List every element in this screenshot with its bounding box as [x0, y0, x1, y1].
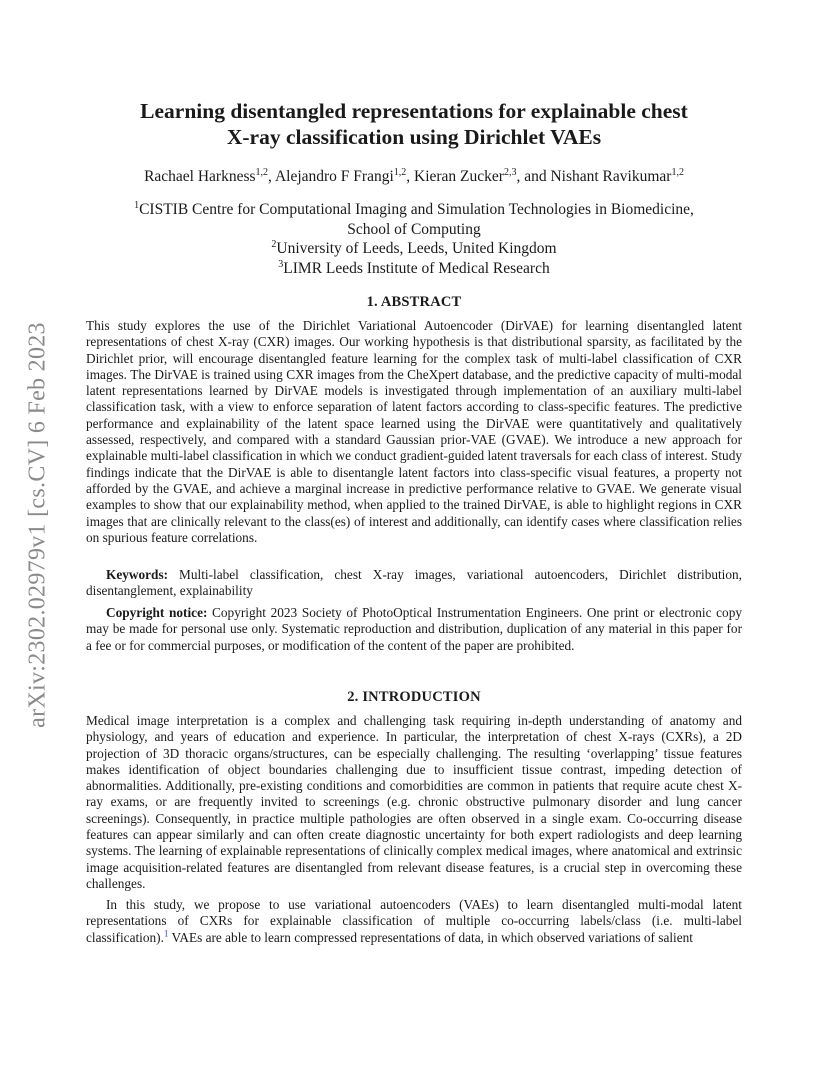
- introduction-paragraph-1: Medical image interpretation is a complex and challenging task requiring in-depth understanding of anatomy and physiology, and years of education and experience. In particular, the interpretation of chest X-rays (CXRs), a 2D projection of 3D thoracic organs/structures, can be especially challenging. The resulting ‘overlapping’ tissue features makes identification of object boundaries challenging due to insufficient tissue contrast, impeding detection of abnormalities. Additionally, pre-existing conditions and comorbidities are common in patients that require acute chest X-ray exams, or are frequently invited to screenings (e.g. chronic obstructive pulmonary disorder and lung cancer screenings). Consequently, in practice multiple pathologies are often observed in a single exam. Co-occurring disease features can appear similarly and can often create diagnostic uncertainty for both expert radiologists and deep learning systems. The learning of explainable representations of clinically complex medical images, where anatomical and extrinsic image acquisition-related features are disentangled from relevant disease features, is a crucial step in overcoming these challenges.: [86, 713, 742, 891]
- author-name: Nishant Ravikumar: [550, 168, 672, 185]
- author-separator: ,: [406, 168, 415, 185]
- title-line-1: Learning disentangled representations for explainable chest: [140, 99, 688, 123]
- affiliation-sup: 2: [271, 238, 277, 250]
- author-separator: , and: [516, 168, 551, 185]
- author-name: Kieran Zucker: [414, 168, 504, 185]
- copyright-paragraph: [86, 605, 742, 654]
- title-line-2: X-ray classification using Dirichlet VAEs: [226, 125, 602, 149]
- copyright-label: Copyright notice:: [106, 605, 208, 620]
- author-affiliation-sup: 1,2: [255, 166, 269, 178]
- affiliation-2: [80, 239, 748, 259]
- copyright-text: Copyright 2023 Society of PhotoOptical Instrumentation Engineers. One print or electronic copy may be made for personal use only. Systematic reproduction and distribution, duplication of any material in this paper for a fee or for commercial purposes, or modification of the content of the paper are prohibited.: [86, 605, 742, 653]
- affiliation-sup: 3: [278, 258, 284, 270]
- keywords-paragraph: [86, 567, 742, 600]
- author-affiliation-sup: 1,2: [393, 166, 407, 178]
- affiliation-3: [80, 259, 748, 279]
- paper-title: [80, 98, 748, 150]
- citation-link[interactable]: 1: [163, 928, 169, 939]
- intro-p2-text: In this study, we propose to use variational autoencoders (VAEs) to learn disentangled multi-modal latent representations of CXRs for explainable classification of multiple co-occurring labels/class (i.e. multi-label classification).: [86, 897, 742, 945]
- keywords-text: Multi-label classification, chest X-ray images, variational autoencoders, Dirichlet distribution, disentanglement, explainability: [86, 567, 742, 599]
- author-name: Alejandro F Frangi: [274, 168, 394, 185]
- introduction-heading: 2. INTRODUCTION: [347, 689, 481, 705]
- author-list: [80, 168, 748, 186]
- author-affiliation-sup: 2,3: [503, 166, 517, 178]
- affiliation-1-cont: School of Computing: [347, 220, 481, 238]
- affiliation-text: CISTIB Centre for Computational Imaging and Simulation Technologies in Biomedicine,: [139, 201, 694, 218]
- author-affiliation-sup: 1,2: [671, 166, 684, 178]
- keywords-label: Keywords:: [106, 567, 169, 582]
- author-name: Rachael Harkness: [144, 168, 256, 185]
- introduction-paragraph-2: [86, 897, 742, 946]
- abstract-heading: 1. ABSTRACT: [366, 294, 462, 310]
- arxiv-sidebar: [18, 290, 58, 760]
- affiliation-1: [80, 200, 748, 220]
- affiliation-sup: 1: [134, 199, 140, 211]
- abstract-text: This study explores the use of the Dirichlet Variational Autoencoder (DirVAE) for learning disentangled latent representations of chest X-ray (CXR) images. Our working hypothesis is that distributional sparsity, as facilitated by the Dirichlet prior, will encourage disentangled feature learning for the complex task of multi-label classification of CXR images. The DirVAE is trained using CXR images from the CheXpert database, and the predictive capacity of multi-modal latent representations learned by DirVAE models is investigated through implementation of an auxiliary multi-label classification task, with a view to enforce separation of latent factors according to class-specific features. The predictive performance and explainability of the latent space learned using the DirVAE were quantitatively and qualitatively assessed, respectively, and compared with a standard Gaussian prior-VAE (GVAE). We introduce a new approach for explainable multi-label classification in which we conduct gradient-guided latent traversals for each class of interest. Study findings indicate that the DirVAE is able to disentangle latent factors into class-specific visual features, a property not afforded by the GVAE, and achieve a marginal increase in predictive performance relative to GVAE. We generate visual examples to show that our explainability method, when applied to the trained DirVAE, is able to highlight regions in CXR images that are clinically relevant to the class(es) of interest and additionally, can identify cases where classification relies on spurious feature correlations.: [86, 318, 742, 545]
- affiliation-block: [80, 200, 748, 278]
- author-separator: ,: [268, 168, 275, 185]
- arxiv-identifier: arXiv:2302.02979v1 [cs.CV] 6 Feb 2023: [24, 322, 51, 728]
- intro-p2-text-cont: VAEs are able to learn compressed representations of data, in which observed variations of salient: [168, 929, 693, 945]
- affiliation-text: LIMR Leeds Institute of Medical Research: [283, 259, 550, 277]
- affiliation-text: University of Leeds, Leeds, United Kingdom: [276, 240, 557, 257]
